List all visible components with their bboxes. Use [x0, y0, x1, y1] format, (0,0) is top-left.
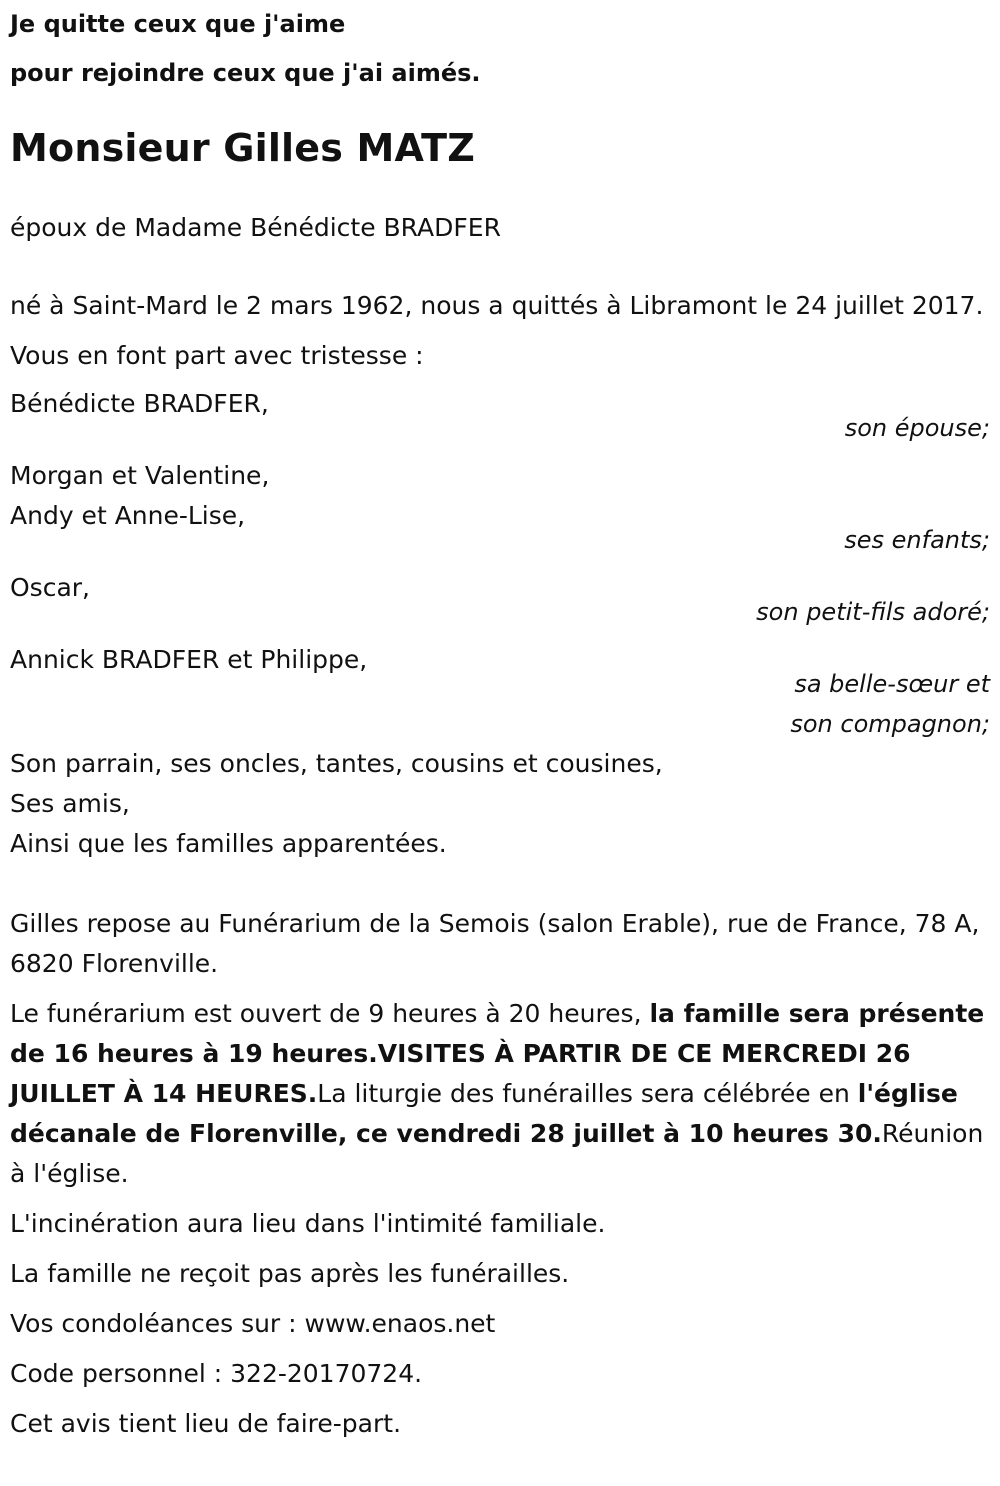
schedule-bold: l'église décanale de Florenville, ce vendredi 28 juillet à 10 heures 30. — [10, 1079, 958, 1148]
family-relation: ses enfants; — [844, 526, 990, 554]
family-relation: sa belle-sœur et — [794, 670, 990, 698]
family-entry-spouse — [10, 384, 990, 448]
family-list — [10, 384, 990, 744]
no-reception-note: La famille ne reçoit pas après les funérailles. — [10, 1259, 570, 1288]
epigraph-line-1: Je quitte ceux que j'aime — [10, 10, 346, 38]
obituary-notice — [10, 0, 990, 1444]
schedule-text: Le funérarium est ouvert de 9 heures à 20 heures, — [10, 999, 650, 1028]
family-entry-children — [10, 456, 990, 560]
announcement-intro: Vous en font part avec tristesse : — [10, 341, 424, 370]
closing-note: Cet avis tient lieu de faire-part. — [10, 1409, 402, 1438]
family-names: Morgan et Valentine, — [10, 461, 270, 490]
family-relation: son petit-fils adoré; — [756, 598, 990, 626]
family-entry-sister-in-law — [10, 640, 990, 744]
family-names: Bénédicte BRADFER, — [10, 389, 269, 418]
extended-family-line: Son parrain, ses oncles, tantes, cousins et cousines, — [10, 749, 663, 778]
schedule-bold: VISITES À PARTIR DE CE MERCREDI 26 JUILLET À 14 HEURES. — [10, 1039, 911, 1108]
family-relation: son épouse; — [844, 414, 990, 442]
extended-family — [10, 744, 990, 864]
funeral-schedule — [10, 994, 990, 1194]
schedule-bold: la famille sera présente de 16 heures à 19 heures. — [10, 999, 985, 1068]
epigraph — [10, 0, 990, 98]
schedule-text: La liturgie des funérailles sera célébrée en — [317, 1079, 858, 1108]
cremation-note: L'incinération aura lieu dans l'intimité familiale. — [10, 1209, 606, 1238]
repose-location: Gilles repose au Funérarium de la Semois (salon Erable), rue de France, 78 A, 6820 Florenville. — [10, 909, 980, 978]
birth-death-line: né à Saint-Mard le 2 mars 1962, nous a quittés à Libramont le 24 juillet 2017. — [10, 291, 984, 320]
family-entry-grandson — [10, 568, 990, 632]
family-names: Oscar, — [10, 573, 90, 602]
family-names: Annick BRADFER et Philippe, — [10, 645, 368, 674]
epigraph-line-2: pour rejoindre ceux que j'ai aimés. — [10, 59, 481, 87]
spouse-line: époux de Madame Bénédicte BRADFER — [10, 213, 501, 242]
family-names: Andy et Anne-Lise, — [10, 501, 246, 530]
personal-code: Code personnel : 322-20170724. — [10, 1359, 423, 1388]
schedule-text: Réunion à l'église. — [10, 1119, 984, 1188]
extended-family-line: Ainsi que les familles apparentées. — [10, 829, 447, 858]
family-relation: son compagnon; — [790, 710, 990, 738]
deceased-name: Monsieur Gilles MATZ — [10, 126, 476, 170]
extended-family-line: Ses amis, — [10, 789, 130, 818]
condolences-line: Vos condoléances sur : www.enaos.net — [10, 1309, 496, 1338]
